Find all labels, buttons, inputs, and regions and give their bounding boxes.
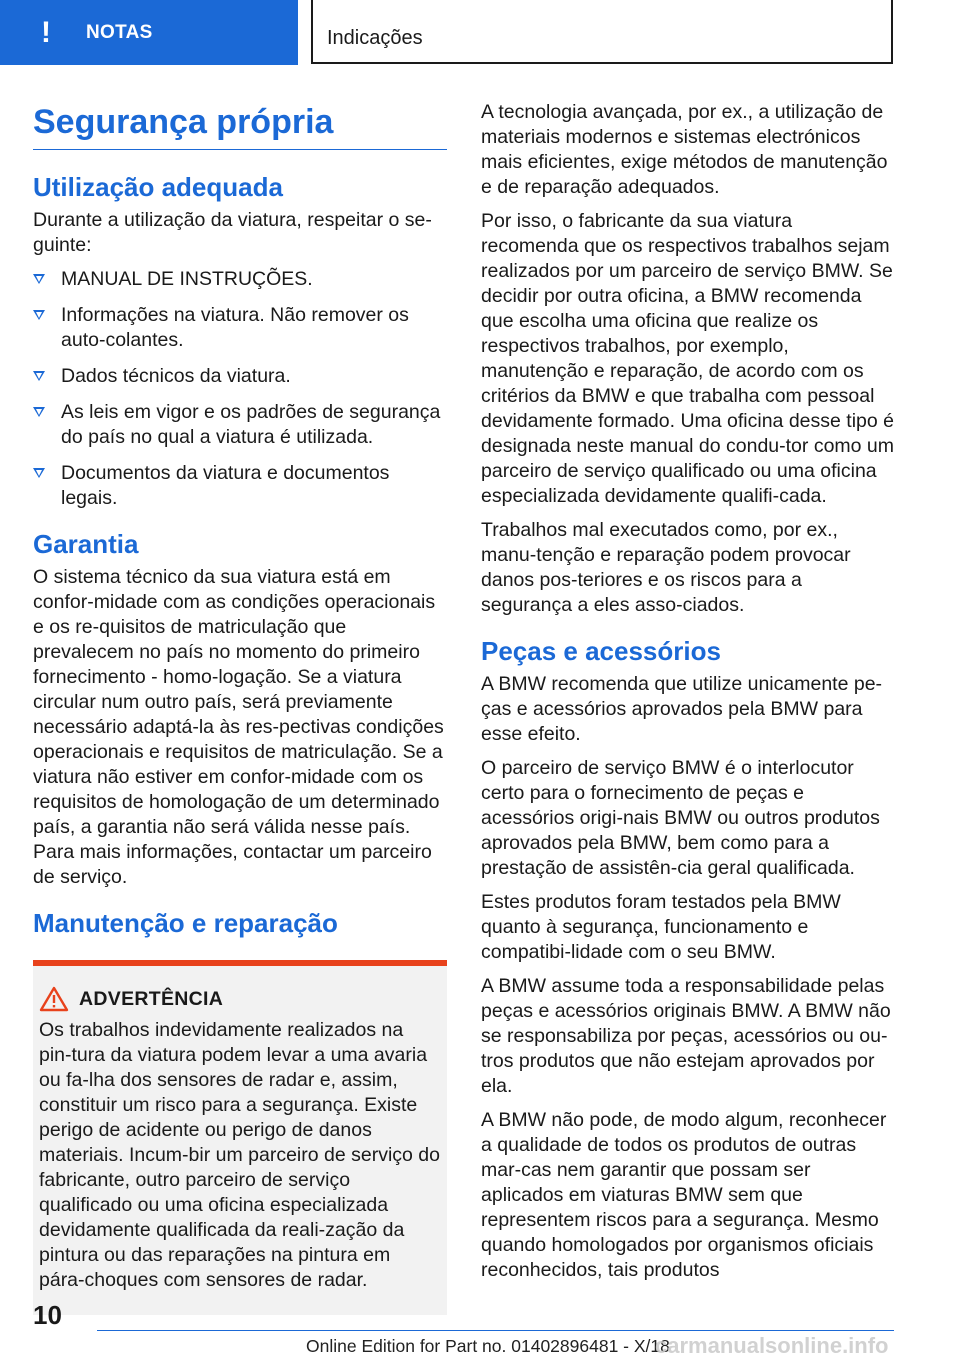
warranty-paragraph: O sistema técnico da sua viatura está em confor-midade com as condições operacionais e os re-quisitos de matriculação que prevalecem no país no momento do primeiro fornecimento - homo-logação. Se a viatura circular num outro país, será previamente necessário adaptá-la às res-pectivas condições operacionais e requisitos de matriculação. Se a viatura não estiver em confor-midade com os requisitos de homologação de um determinado país, a garantia não será válida nesse país. Para mais informações, contactar um parceiro de serviço. [33, 566, 444, 888]
heading-parts-accessories: Peças e acessórios [481, 636, 721, 666]
page-title: Segurança própria [33, 100, 447, 150]
right-column [481, 100, 895, 1292]
bullet-triangle-icon [33, 468, 45, 478]
footer-divider [97, 1330, 894, 1331]
proper-use-intro: Durante a utilização da viatura, respeitar o se-guinte: [33, 209, 432, 256]
heading-proper-use: Utilização adequada [33, 172, 283, 202]
paragraph: Trabalhos mal executados como, por ex., manu-tenção e reparação podem provocar danos pos-teriores e os riscos para a segurança a eles asso-ciados. [481, 519, 851, 616]
header-section-title: Indicações [327, 27, 423, 49]
bullet-triangle-icon [33, 310, 45, 320]
page-number: 10 [33, 1300, 62, 1330]
header-tab-label: NOTAS [86, 21, 153, 43]
warning-triangle-icon [39, 986, 69, 1012]
watermark: carmanualsonline.info [655, 1333, 889, 1358]
paragraph: A BMW não pode, de modo algum, reconhecer a qualidade de todos os produtos de outras mar-cas nem garantir que possam ser aplicados em viaturas BMW sem que representem riscos para a segurança. Mesmo quando homologados por organismos oficiais reconhecidos, tais produtos [481, 1109, 887, 1281]
list-item: Informações na viatura. Não remover os auto-colantes. [33, 303, 447, 353]
header-section-box [311, 0, 893, 64]
bullet-triangle-icon [33, 371, 45, 381]
list-item: MANUAL DE INSTRUÇÕES. [33, 267, 447, 292]
footer-edition: Online Edition for Part no. 01402896481 - X/18 [306, 1336, 670, 1356]
list-item: Dados técnicos da viatura. [33, 364, 447, 389]
paragraph: Estes produtos foram testados pela BMW quanto à segurança, funcionamento e compatibi-lidade com o seu BMW. [481, 891, 841, 963]
heading-maintenance: Manutenção e reparação [33, 908, 338, 938]
header-tab-notes [0, 0, 298, 65]
heading-warranty: Garantia [33, 529, 139, 559]
warning-text: Os trabalhos indevidamente realizados na pin-tura da viatura podem levar a uma avaria ou fa-lha dos sensores de radar e, assim, constituir um risco para a segurança. Existe perigo de acidente ou perigo de danos materiais. Incum-bir um parceiro de serviço do fabricante, outro parceiro de serviço qualificado ou uma oficina especializada devidamente qualificada da reali-zação da pintura ou das reparações na pintura em pára-choques com sensores de radar. [39, 1019, 440, 1291]
paragraph: Por isso, o fabricante da sua viatura recomenda que os respectivos trabalhos sejam realizados por um parceiro de serviço BMW. Se decidir por outra oficina, a BMW recomenda que escolha uma oficina que realize os respectivos trabalhos, por exemplo, manutenção e reparação, de acordo com os critérios da BMW e que trabalha com pessoal devidamente formado. Uma oficina desse tipo é designada neste manual do condu-tor como um parceiro de serviço qualificado ou uma oficina especializada devidamente qualifi-cada. [481, 210, 895, 507]
warning-title: ADVERTÊNCIA [79, 987, 224, 1010]
warning-box [33, 960, 447, 1315]
list-item: As leis em vigor e os padrões de segurança do país no qual a viatura é utilizada. [33, 400, 447, 450]
paragraph: A BMW recomenda que utilize unicamente pe-ças e acessórios aprovados pela BMW para esse efeito. [481, 673, 883, 745]
left-column [33, 100, 447, 1315]
exclamation-icon: ! [41, 15, 51, 49]
proper-use-list [33, 267, 447, 511]
warning-header [39, 986, 441, 1012]
paragraph: A tecnologia avançada, por ex., a utilização de materiais modernos e sistemas electrónicos mais eficientes, exige métodos de manutenção e de reparação adequados. [481, 101, 888, 198]
list-item: Documentos da viatura e documentos legais. [33, 461, 447, 511]
bullet-triangle-icon [33, 407, 45, 417]
paragraph: O parceiro de serviço BMW é o interlocutor certo para o fornecimento de peças e acessórios origi-nais BMW ou outros produtos aprovados pela BMW, bem como para a prestação de assistên-cia geral qualificada. [481, 757, 880, 879]
bullet-triangle-icon [33, 274, 45, 284]
paragraph: A BMW assume toda a responsabilidade pelas peças e acessórios originais BMW. A BMW não se responsabiliza por peças, acessórios ou ou-tros produtos que não estejam aprovados por ela. [481, 975, 891, 1097]
